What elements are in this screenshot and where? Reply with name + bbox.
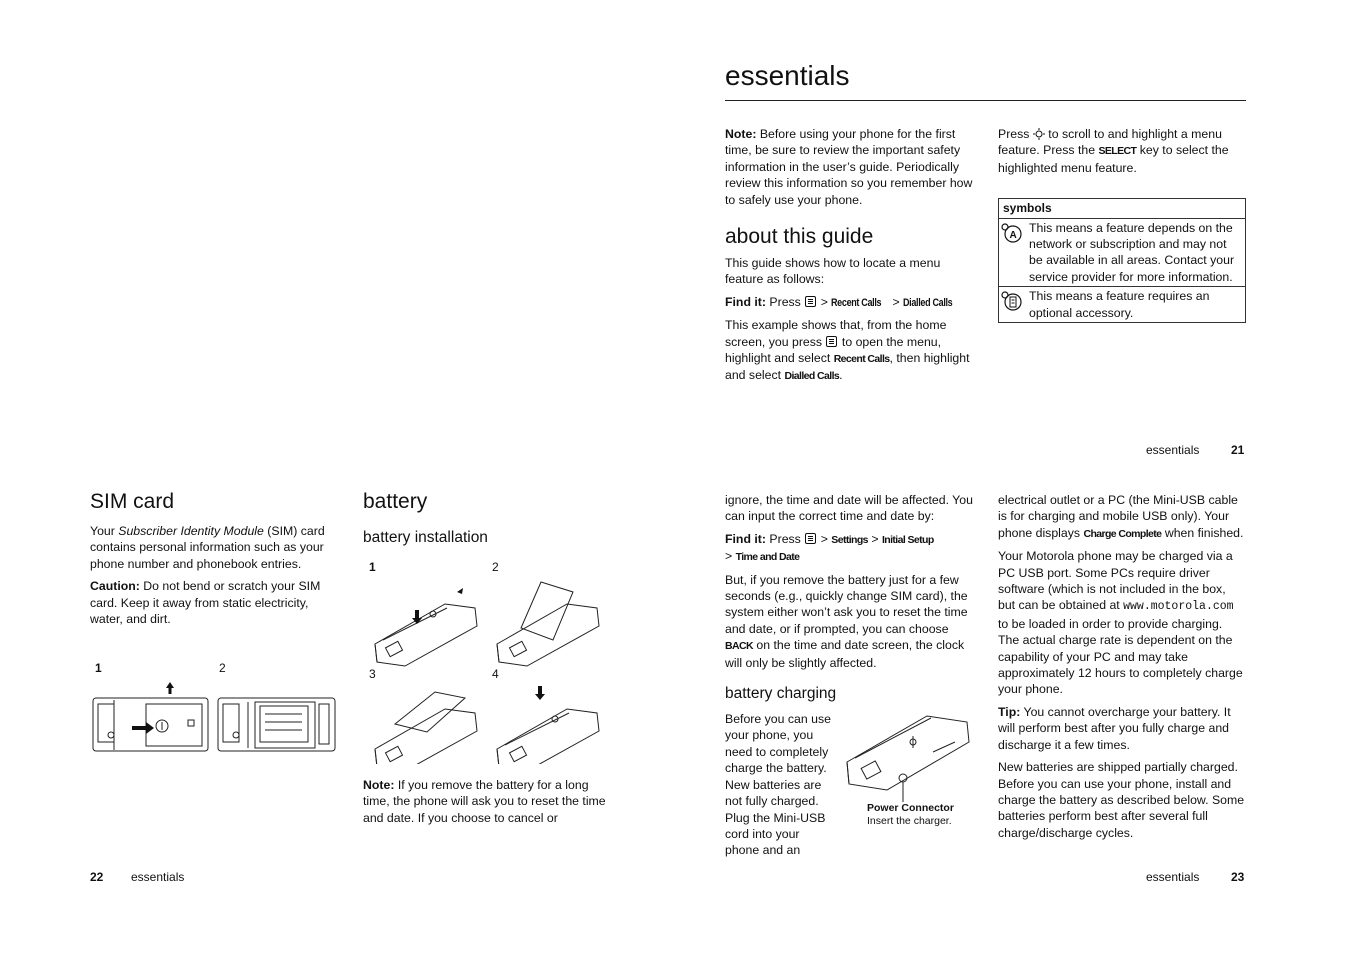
folio-label: essentials (1146, 870, 1200, 884)
separator: > (892, 294, 900, 309)
remove-text: But, if you remove the battery just for a few seconds (e.g., quickly change SIM card), the system either won’t ask you to reset the time and date, or if prompted, you can choose (725, 572, 968, 636)
figure-step-label: 2 (492, 560, 499, 574)
folio-label: essentials (131, 870, 185, 884)
moto-text: Your Motorola phone may be charged via a PC USB port. Some PCs require driver software (which is not included in the box, but can be obtained at (998, 549, 1233, 613)
figure-step-label: 4 (492, 667, 499, 681)
tip-text: You cannot overcharge your battery. It will perform best after you fully charge and discharge it a few times. (998, 704, 1231, 752)
page21-left-column (725, 126, 973, 385)
dialled-calls-label: Dialled Calls (903, 296, 953, 309)
table-row (999, 218, 1246, 287)
back-key-label: BACK (725, 640, 753, 653)
accessory-required-icon (1001, 291, 1023, 311)
dialled-calls-label: Dialled Calls (784, 370, 840, 383)
ex-text: . (839, 368, 843, 383)
nav-key-icon (1033, 128, 1045, 140)
example-paragraph (725, 317, 973, 385)
remove-battery-paragraph (725, 572, 973, 671)
caution-label: Caution: (90, 579, 140, 594)
outlet-text: electrical outlet or a PC (the Mini-USB cable is for charging and mobile USB only). Your phone displays (998, 493, 1238, 540)
sim-text: (SIM) card contains personal information such as your phone number and phonebook entries. (90, 524, 325, 571)
sim-section (90, 490, 338, 627)
find-it-label: Find it: (725, 294, 766, 309)
sim-emphasis: Subscriber Identity Module (118, 524, 264, 538)
caution-paragraph (90, 578, 338, 627)
menu-key-icon (805, 533, 816, 544)
menu-key-icon (826, 336, 837, 347)
caution-text: Do not bend or scratch your SIM card. Keep it away from static electricity, water, and dirt. (90, 579, 321, 627)
press-text: Press (998, 127, 1033, 141)
page23-right-column (998, 492, 1246, 841)
battery-installation-illustration (365, 574, 615, 764)
battery-section (363, 490, 611, 547)
recent-calls-label: Recent Calls (833, 353, 890, 366)
motorola-paragraph (998, 548, 1246, 698)
settings-label: Settings (831, 533, 868, 546)
page21-right-column (998, 126, 1246, 323)
page-number: 22 (90, 870, 104, 884)
ex-text: , then highlight and select (725, 351, 970, 383)
tip-label: Tip: (998, 704, 1021, 719)
find-it-label: Find it: (725, 531, 766, 546)
symbol-description: This means a feature requires an optional accessory. (1025, 287, 1246, 323)
charge-complete-label: Charge Complete (1083, 527, 1162, 540)
folio-label: essentials (1146, 443, 1200, 457)
battery-note (363, 777, 611, 826)
note-label: Note: (725, 127, 757, 141)
initial-setup-label: Initial Setup (881, 533, 934, 546)
table-row (999, 287, 1246, 323)
sim-paragraph (90, 523, 338, 572)
charging-paragraph: Before you can use your phone, you need to completely charge the battery. New batteries are not fully charged. Plug the Mini-USB cord into your phone and an (725, 712, 831, 858)
battery-installation-heading: battery installation (363, 529, 488, 546)
figure-step-label: 1 (95, 661, 102, 675)
sim-heading: SIM card (90, 490, 175, 513)
time-and-date-label: Time and Date (735, 551, 800, 564)
outlet-text: when finished. (1161, 525, 1244, 540)
separator: > (820, 531, 828, 546)
outlet-paragraph (998, 492, 1246, 542)
press-text: to scroll to and highlight a menu feature. Press the (998, 127, 1222, 158)
page-title: essentials (725, 60, 850, 91)
network-dependent-icon (1001, 223, 1023, 243)
symbol-cell (999, 287, 1026, 323)
separator: > (871, 531, 879, 546)
insert-charger-caption: Insert the charger. (867, 815, 952, 827)
symbol-cell (999, 218, 1026, 287)
continuation-paragraph: ignore, the time and date will be affected. You can input the correct time and date by: (725, 493, 973, 524)
battery-heading: battery (363, 490, 428, 513)
battery-charging-heading: battery charging (725, 685, 837, 703)
separator: > (725, 549, 733, 564)
symbols-header: symbols (999, 199, 1246, 218)
find-it-line (725, 294, 973, 311)
find-it-line (725, 531, 973, 566)
menu-key-icon (805, 296, 816, 307)
moto-text: to be loaded in order to provide charging. The actual charge rate is dependent on the capability of your PC and may take approximately 12 hours to completely charge your phone. (998, 616, 1243, 697)
power-connector-label: Power Connector (867, 802, 954, 814)
shipped-paragraph: New batteries are shipped partially charged. Before you can use your phone, install and charge the battery as described below. Some batteries perform best after several full charge/discharge cycles. (998, 760, 1245, 840)
ex-text: to open the menu, highlight and select (725, 334, 942, 366)
figure-step-label: 3 (369, 667, 376, 681)
find-it-press: Press (765, 294, 805, 309)
tip-paragraph (998, 704, 1246, 753)
remove-text: on the time and date screen, the clock will only be slightly affected. (725, 638, 965, 670)
svg-text:A: A (1009, 229, 1017, 241)
motorola-url-link[interactable]: www.motorola.com (1123, 600, 1234, 614)
sim-insertion-illustration (90, 680, 338, 756)
page-number: 21 (1231, 443, 1245, 457)
separator: > (820, 294, 828, 309)
about-heading: about this guide (725, 225, 874, 249)
figure-step-label: 2 (219, 661, 226, 675)
title-rule (725, 100, 1246, 101)
safety-note (725, 126, 973, 208)
page-number: 23 (1231, 870, 1245, 884)
note-text: If you remove the battery for a long time, the phone will ask you to reset the time and date. If you choose to cancel or (363, 778, 606, 825)
about-paragraph: This guide shows how to locate a menu feature as follows: (725, 256, 941, 287)
note-text: Before using your phone for the first time, be sure to review the important safety information in the user’s guide. Periodically review this information so you remember how to safely use your phone. (725, 127, 973, 207)
ex-text: This example shows that, from the home screen, you press (725, 318, 947, 349)
scroll-paragraph (998, 126, 1246, 176)
symbols-table (998, 198, 1246, 323)
charging-illustration (843, 712, 973, 804)
find-it-press: Press (765, 531, 805, 546)
symbol-description: This means a feature depends on the network or subscription and may not be available in all areas. Contact your service provider for more information. (1025, 218, 1246, 287)
press-text: key to select the highlighted menu feature. (998, 143, 1229, 175)
note-label: Note: (363, 778, 395, 792)
sim-text: Your (90, 524, 119, 538)
recent-calls-label: Recent Calls (831, 296, 882, 309)
figure-step-label: 1 (369, 560, 376, 574)
select-key-label: SELECT (1098, 145, 1137, 158)
